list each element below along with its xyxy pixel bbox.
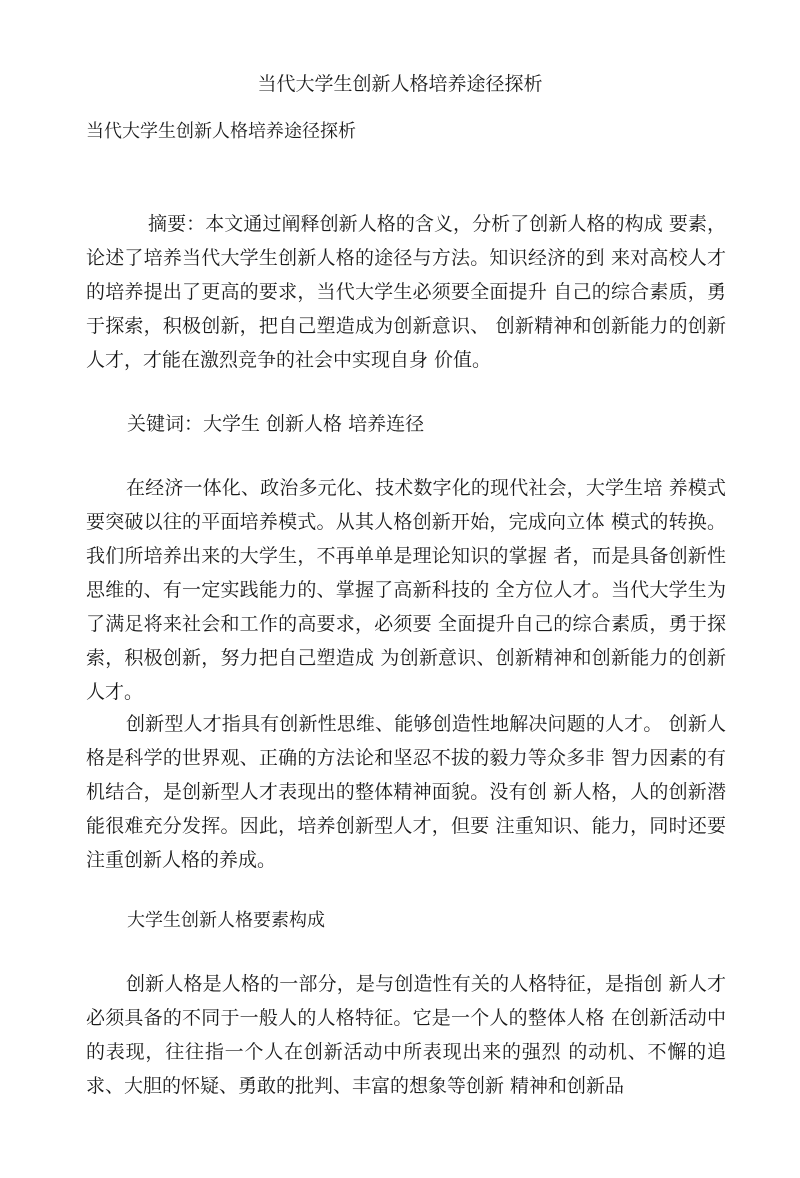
abstract-paragraph: 摘要：本文通过阐释创新人格的含义，分析了创新人格的构成 要素，论述了培养当代大学生创新人格的途径与方法。知识经济的到 来对高校人才的培养提出了更高的要求，当代大学生必须要全面提升 自己的综合素质，勇于探索，积极创新，把自己塑造成为创新意识、 创新精神和创新能力的创新人才，才能在激烈竞争的社会中实现自身 价值。 [86,213,726,371]
body-paragraph-2: 创新型人才指具有创新性思维、能够创造性地解决问题的人才。 创新人格是科学的世界观、正确的方法论和坚忍不拔的毅力等众多非 智力因素的有机结合，是创新型人才表现出的整体精神面貌。没有创 新人格，人的创新潜能很难充分发挥。因此，培养创新型人才，但要 注重知识、能力，同时还要注重创新人格的养成。 [86,713,726,871]
body-paragraph-1: 在经济一体化、政治多元化、技术数字化的现代社会，大学生培 养模式要突破以往的平面培养模式。从其人格创新开始，完成向立体 模式的转换。我们所培养出来的大学生，不再单单是理论知识的掌握 者，而是具备创新性思维的、有一定实践能力的、掌握了高新科技的 全方位人才。当代大学生为了满足将来社会和工作的高要求，必须要 全面提升自己的综合素质，勇于探索，积极创新，努力把自己塑造成 为创新意识、创新精神和创新能力的创新人才。 [86,477,726,703]
keywords-line: 关键词：大学生 创新人格 培养连径 [127,413,425,435]
header-title: 当代大学生创新人格培养途径探析 [257,73,543,95]
body-paragraph-3: 创新人格是人格的一部分，是与创造性有关的人格特征，是指创 新人才必须具备的不同于一般人的人格特征。它是一个人的整体人格 在创新活动中的表现，往往指一个人在创新活动中所表现出来的强烈 的动机、不懈的追求、大胆的怀疑、勇敢的批判、丰富的想象等创新 精神和创新品 [86,973,726,1097]
subtitle: 当代大学生创新人格培养途径探析 [86,121,356,142]
section-heading: 大学生创新人格要素构成 [127,910,325,931]
